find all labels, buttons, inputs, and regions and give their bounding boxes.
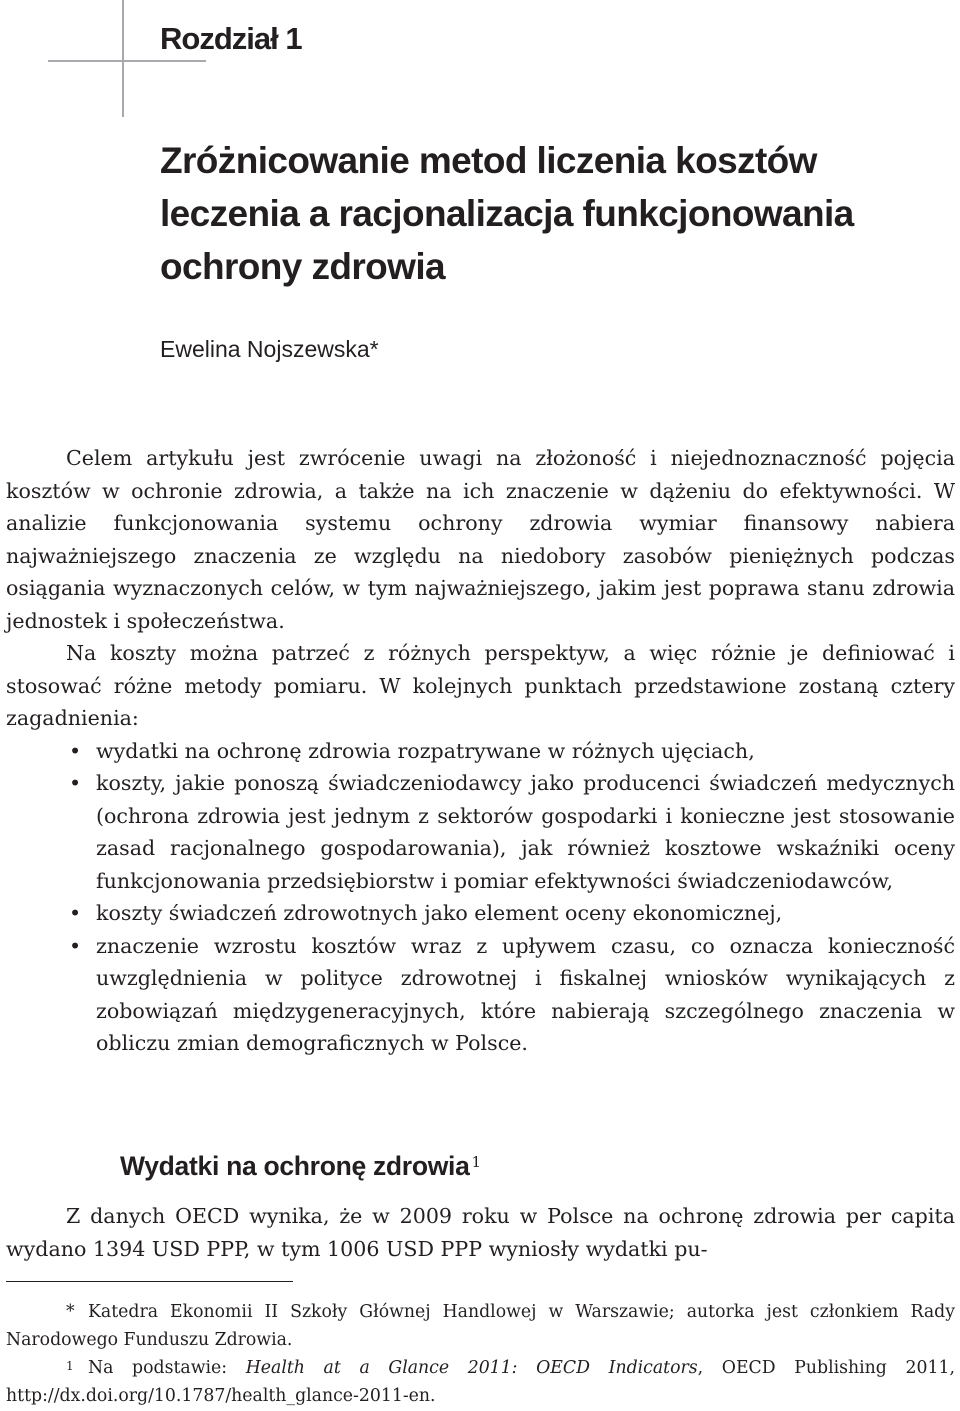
footnote-text: Katedra Ekonomii II Szkoły Głównej Handlowej w Warszawie; autorka jest członkiem Rady Narodowego Funduszu Zdrowia. — [6, 1302, 955, 1350]
section-heading — [120, 1147, 481, 1185]
chapter-title-line: ochrony zdrowia — [160, 246, 445, 287]
footnotes — [6, 1298, 955, 1410]
bullet-icon: • — [69, 901, 82, 925]
footnote-source-title: Health at a Glance 2011: OECD Indicators — [245, 1358, 698, 1378]
list-item — [6, 735, 955, 768]
list-item-text: wydatki na ochronę zdrowia rozpatrywane w różnych ujęciach, — [96, 738, 755, 763]
bullet-icon: • — [69, 738, 82, 763]
bullet-icon: • — [69, 933, 82, 958]
list-item — [6, 767, 955, 897]
footnote-text: , OECD Publishing 2011, http://dx.doi.org/10.1787/health_glance-2011-en. — [6, 1358, 955, 1406]
author-name: Ewelina Nojszewska* — [160, 336, 379, 362]
list-item-text: znaczenie wzrostu kosztów wraz z upływem czasu, co oznacza konieczność uwzględnienia w polityce zdrowotnej i fiskalnej wniosków wynikających z zobowiązań międzygeneracyjnych, które nabierają szczególnego znaczenia w obliczu zmian demograficznych w Polsce. — [96, 933, 955, 1055]
chapter-label: Rozdział 1 — [160, 21, 302, 56]
section-heading-text: Wydatki na ochronę zdrowia — [120, 1151, 470, 1181]
abstract-paragraph: Na koszty można patrzeć z różnych perspektyw, a więc różnie je definiować i stosować różne metody pomiaru. W kolejnych punktach przedstawione zostaną cztery zagadnienia: — [6, 641, 955, 730]
abstract-paragraph: Celem artykułu jest zwrócenie uwagi na złożoność i niejednoznaczność pojęcia kosztów w ochronie zdrowia, a także na ich znaczenie w dążeniu do efektywności. W analizie funkcjonowania systemu ochrony zdrowia wymiar finansowy nabiera najważniejszego znaczenia ze względu na niedobory zasobów pieniężnych podczas osiągania wyznaczonych celów, w tym najważniejszego, jakim jest poprawa stanu zdrowia jednostek i społeczeństwa. — [6, 446, 955, 633]
footnote-ref: 1 — [471, 1153, 481, 1171]
list-item — [6, 930, 955, 1060]
chapter-title-line: Zróżnicowanie metod liczenia kosztów — [160, 140, 817, 181]
chapter-title-line: leczenia a racjonalizacja funkcjonowania — [160, 193, 854, 234]
list-item — [6, 897, 955, 930]
footnote-mark: 1 — [66, 1359, 74, 1373]
footnote-star — [6, 1298, 955, 1354]
list-item-text: koszty, jakie ponoszą świadczeniodawcy jako producenci świadczeń medycznych (ochrona zdrowia jest jednym z sektorów gospodarki i konieczne jest stosowanie zasad racjonalnego gospodarowania), jak również kosztowe wskaźniki oceny funkcjonowania przedsiębiorstw i pomiar efektywności świadczeniodawców, — [96, 771, 955, 893]
crop-mark-vertical — [122, 0, 124, 117]
bullet-icon: • — [69, 771, 82, 795]
chapter-title — [160, 134, 950, 293]
section-body — [6, 1200, 955, 1265]
footnote-1 — [6, 1354, 955, 1410]
footnote-separator — [6, 1281, 293, 1282]
list-item-text: koszty świadczeń zdrowotnych jako element oceny ekonomicznej, — [96, 901, 783, 925]
footnote-mark: * — [66, 1302, 75, 1322]
topics-list — [6, 735, 955, 1060]
footnote-text: Na podstawie: — [88, 1358, 246, 1378]
section-paragraph: Z danych OECD wynika, że w 2009 roku w Polsce na ochronę zdrowia per capita wydano 1394 USD PPP, w tym 1006 USD PPP wyniosły wydatki pu- — [6, 1204, 955, 1261]
abstract — [6, 442, 955, 1060]
